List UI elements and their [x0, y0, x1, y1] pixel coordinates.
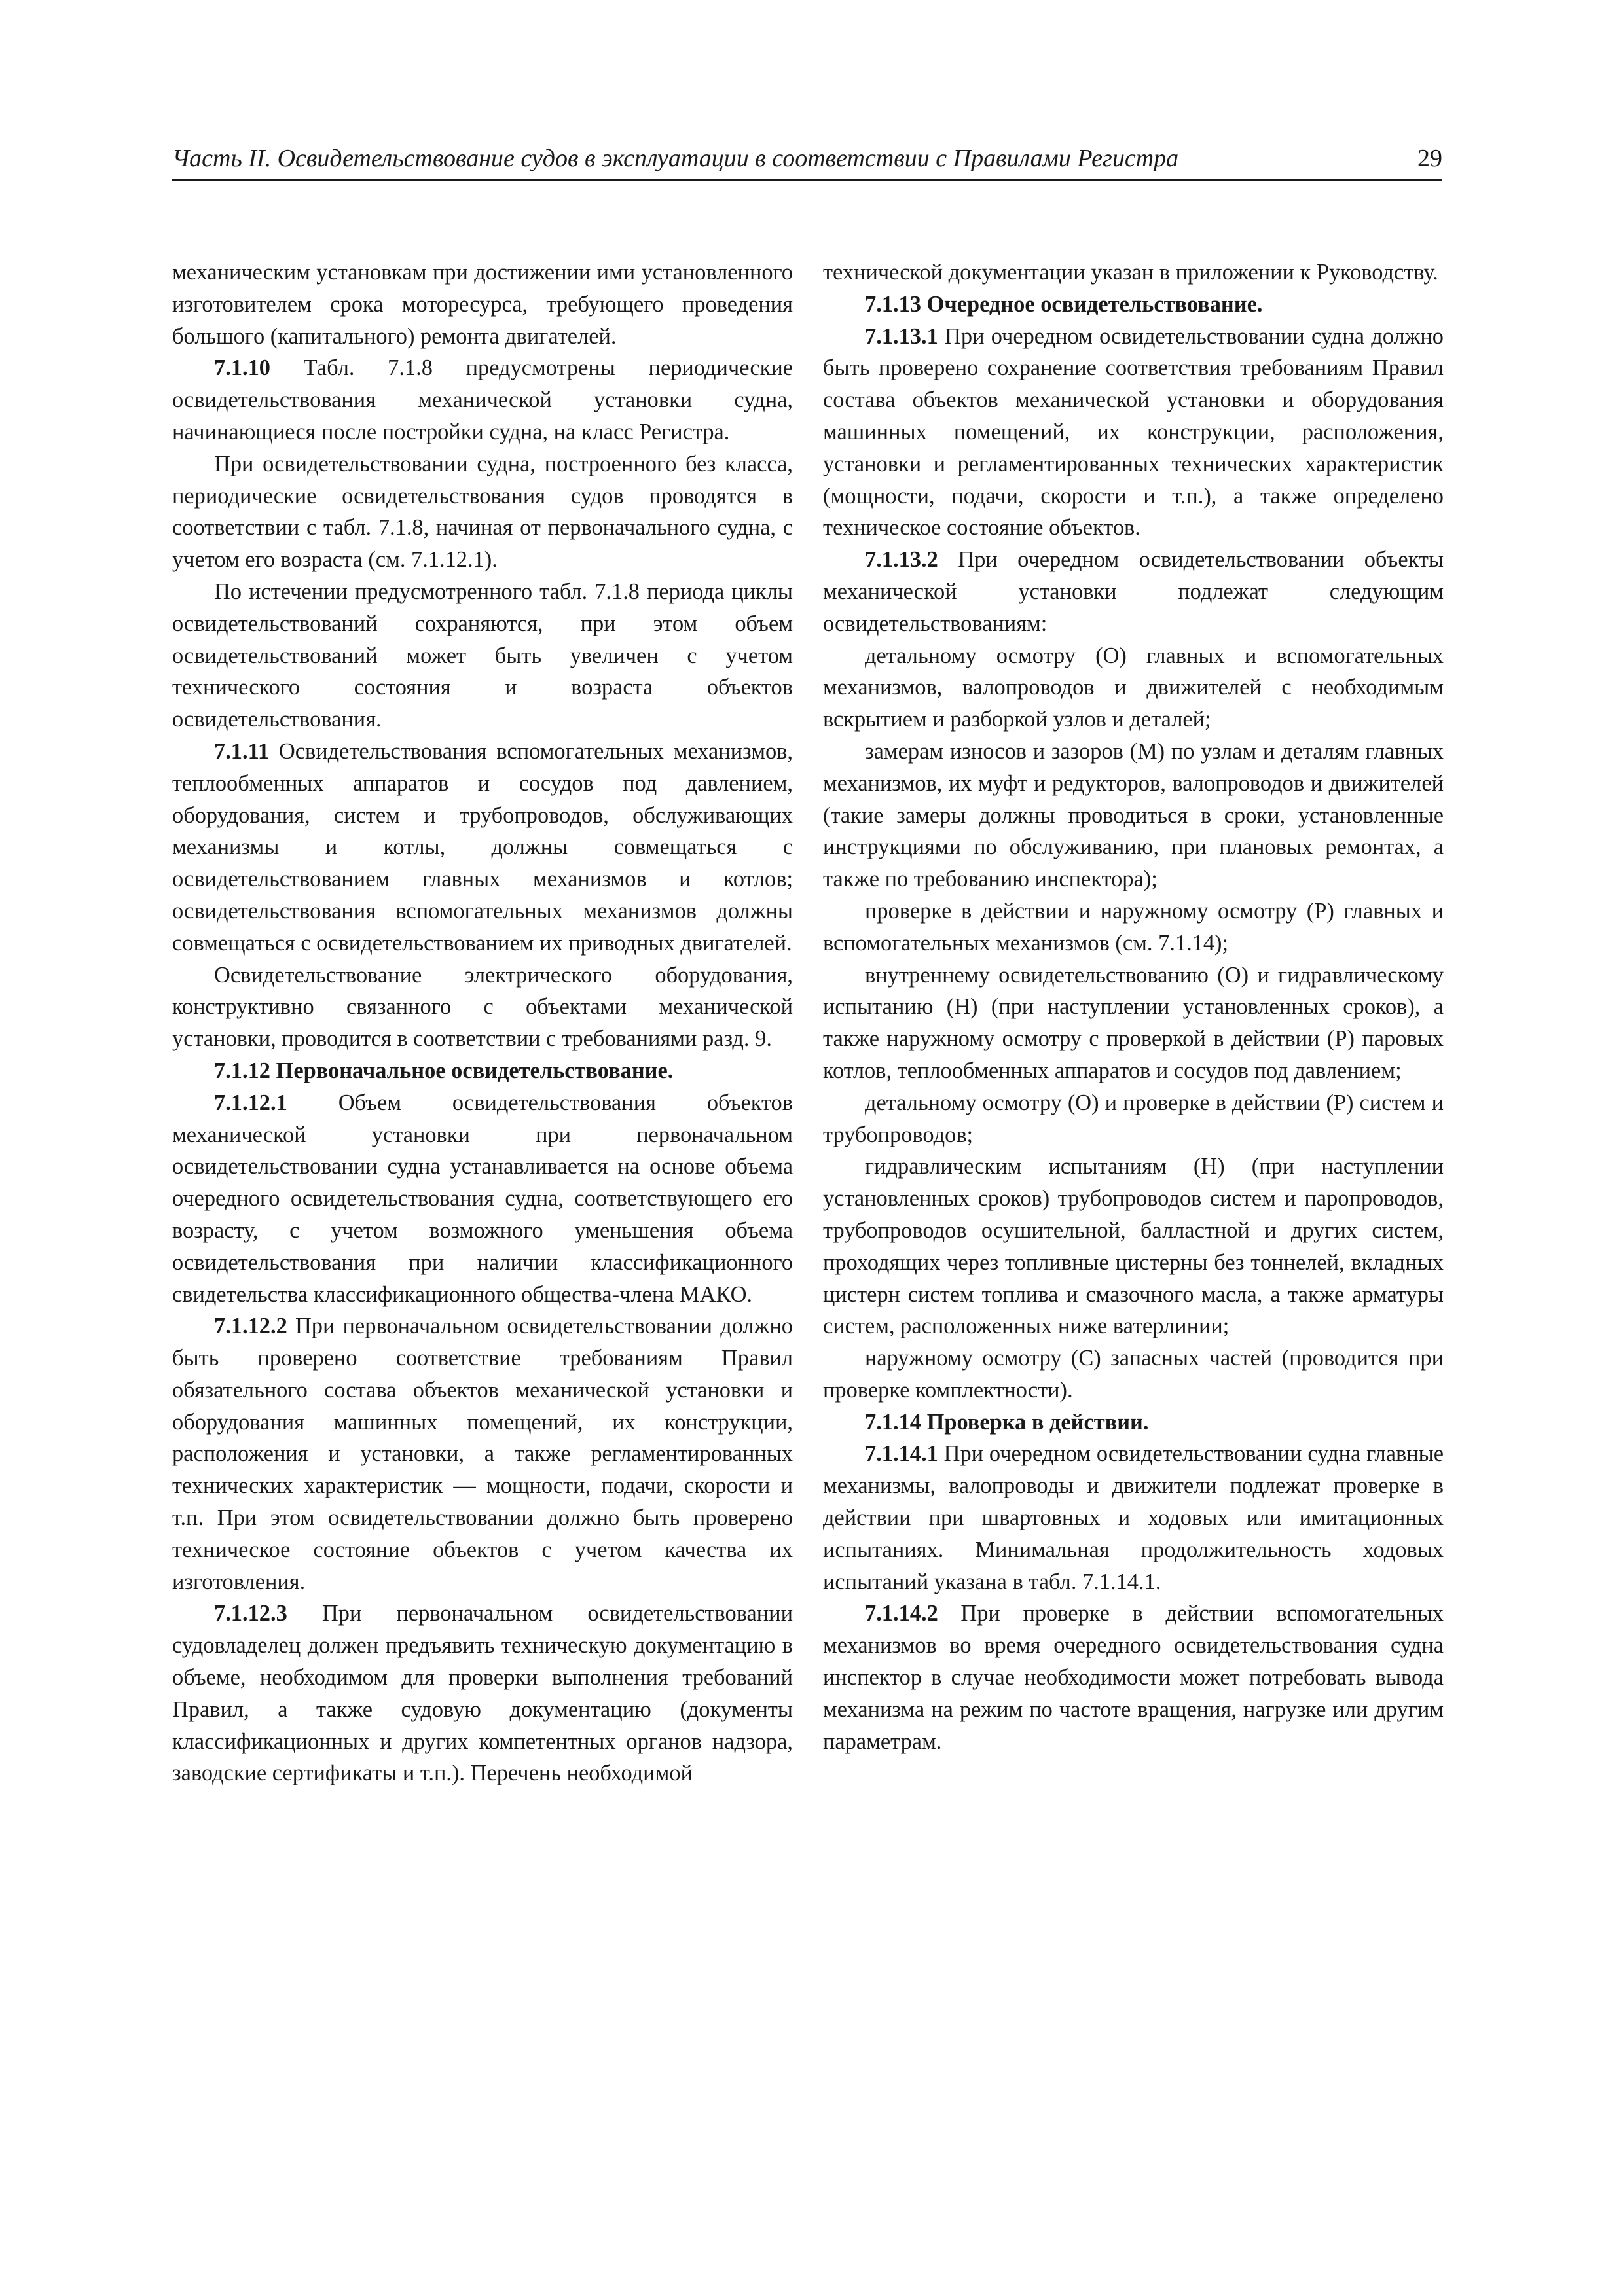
left-column: [172, 257, 793, 1789]
paragraph: технической документации указан в приложении к Руководству.: [823, 260, 1438, 285]
list-item: внутреннему освидетельствованию (О) и гидравлическому испытанию (Н) (при наступлении установленных сроков), а также наружному осмотру с проверкой в действии (Р) паровых котлов, теплообменных аппаратов и сосудов под давлением;: [823, 962, 1444, 1083]
list-item: гидравлическим испытаниям (Н) (при наступлении установленных сроков) трубопроводов систем и паропроводов, трубопроводов осушительной, балластной и других систем, проходящих через топливные цистерны без тоннелей, вкладных цистерн систем топлива и смазочного масла, а также арматуры систем, расположенных ниже ватерлинии;: [823, 1154, 1444, 1339]
paragraph: 7.1.14.1 При очередном освидетельствовании судна главные механизмы, валопроводы и движители подлежат проверке в действии при швартовных и ходовых или имитационных испытаниях. Минимальная продолжительность ходовых испытаний указана в табл. 7.1.14.1.: [823, 1441, 1444, 1594]
list-item: наружному осмотру (С) запасных частей (проводится при проверке комплектности).: [823, 1346, 1444, 1403]
right-column: [823, 257, 1444, 1757]
clause-number: 7.1.14.2: [865, 1601, 938, 1626]
running-header-title: Часть II. Освидетельствование судов в эксплуатации в соответствии с Правилами Регистра: [172, 145, 1179, 172]
clause-number: 7.1.10: [214, 355, 270, 381]
page-number: 29: [1417, 145, 1442, 172]
paragraph: По истечении предусмотренного табл. 7.1.8 периода циклы освидетельствований сохраняются, при этом объем освидетельствований может быть увеличен с учетом технического состояния и возраста объектов освидетельствования.: [172, 579, 793, 732]
section-heading: 7.1.12 Первоначальное освидетельствование.: [214, 1058, 674, 1083]
paragraph: При освидетельствовании судна, построенного без класса, периодические освидетельствования судов проводятся в соответствии с табл. 7.1.8, начиная от первоначального судна, с учетом его возраста (см. 7.1.12.1).: [172, 451, 793, 573]
paragraph: механическим установкам при достижении ими установленного изготовителем срока моторесурса, требующего проведения большого (капитального) ремонта двигателей.: [172, 260, 793, 349]
paragraph: Освидетельствование электрического оборудования, конструктивно связанного с объектами механической установки, проводится в соответствии с требованиями разд. 9.: [172, 962, 793, 1052]
clause-number: 7.1.12.3: [214, 1601, 287, 1626]
clause-number: 7.1.12.1: [214, 1090, 287, 1115]
clause-number: 7.1.13.2: [865, 547, 938, 573]
paragraph: 7.1.14.2 При проверке в действии вспомогательных механизмов во время очередного освидетельствования судна инспектор в случае необходимости может потребовать вывода механизма на режим по частоте вращения, нагрузке или другим параметрам.: [823, 1601, 1444, 1754]
clause-number: 7.1.12.2: [214, 1314, 287, 1339]
paragraph: 7.1.12.3 При первоначальном освидетельствовании судовладелец должен предъявить техническую документацию в объеме, необходимом для проверки выполнения требований Правил, а также судовую документацию (документы классификационных и других компетентных органов надзора, заводские сертификаты и т.п.). Перечень необходимой: [172, 1601, 793, 1786]
paragraph: 7.1.12.2 При первоначальном освидетельствовании должно быть проверено соответствие требованиям Правил обязательного состава объектов механической установки и оборудования машинных помещений, их конструкции, расположения и установки, а также регламентированных технических характеристик — мощности, подачи, скорости и т.п. При этом освидетельствовании должно быть проверено техническое состояние объектов с учетом качества их изготовления.: [172, 1314, 793, 1594]
section-heading: 7.1.14 Проверка в действии.: [865, 1409, 1149, 1435]
running-header: [172, 136, 1442, 181]
list-item: детальному осмотру (О) главных и вспомогательных механизмов, валопроводов и движителей с необходимым вскрытием и разборкой узлов и деталей;: [823, 643, 1444, 732]
paragraph: 7.1.11 Освидетельствования вспомогательных механизмов, теплообменных аппаратов и сосудов под давлением, оборудования, систем и трубопроводов, обслуживающих механизмы и котлы, должны совмещаться с освидетельствованием главных механизмов и котлов; освидетельствования вспомогательных механизмов должны совмещаться с освидетельствованием их приводных двигателей.: [172, 738, 793, 956]
paragraph: 7.1.10 Табл. 7.1.8 предусмотрены периодические освидетельствования механической установки судна, начинающиеся после постройки судна, на класс Регистра.: [172, 355, 793, 444]
list-item: замерам износов и зазоров (М) по узлам и деталям главных механизмов, их муфт и редукторов, валопроводов и движителей (такие замеры должны проводиться в сроки, установленные инструкциями по обслуживанию, при плановых ремонтах, а также по требованию инспектора);: [823, 738, 1444, 892]
clause-number: 7.1.11: [214, 738, 270, 764]
section-heading: 7.1.13 Очередное освидетельствование.: [865, 291, 1263, 317]
list-item: проверке в действии и наружному осмотру (Р) главных и вспомогательных механизмов (см. 7.1.14);: [823, 898, 1444, 956]
paragraph: 7.1.13.1 При очередном освидетельствовании судна должно быть проверено сохранение соответствия требованиям Правил состава объектов механической установки и оборудования машинных помещений, их конструкции, расположения, установки и регламентированных технических характеристик (мощности, подачи, скорости и т.п.), а также определено техническое состояние объектов.: [823, 323, 1444, 541]
paragraph: 7.1.13.2 При очередном освидетельствовании объекты механической установки подлежат следующим освидетельствованиям:: [823, 547, 1444, 636]
list-item: детальному осмотру (О) и проверке в действии (Р) систем и трубопроводов;: [823, 1090, 1444, 1147]
clause-number: 7.1.13.1: [865, 323, 938, 349]
paragraph: 7.1.12.1 Объем освидетельствования объектов механической установки при первоначальном освидетельствовании судна устанавливается на основе объема очередного освидетельствования судна, соответствующего его возрасту, с учетом возможного уменьшения объема освидетельствования при наличии классификационного свидетельства классификационного общества-члена МАКО.: [172, 1090, 793, 1307]
clause-number: 7.1.14.1: [865, 1441, 938, 1467]
